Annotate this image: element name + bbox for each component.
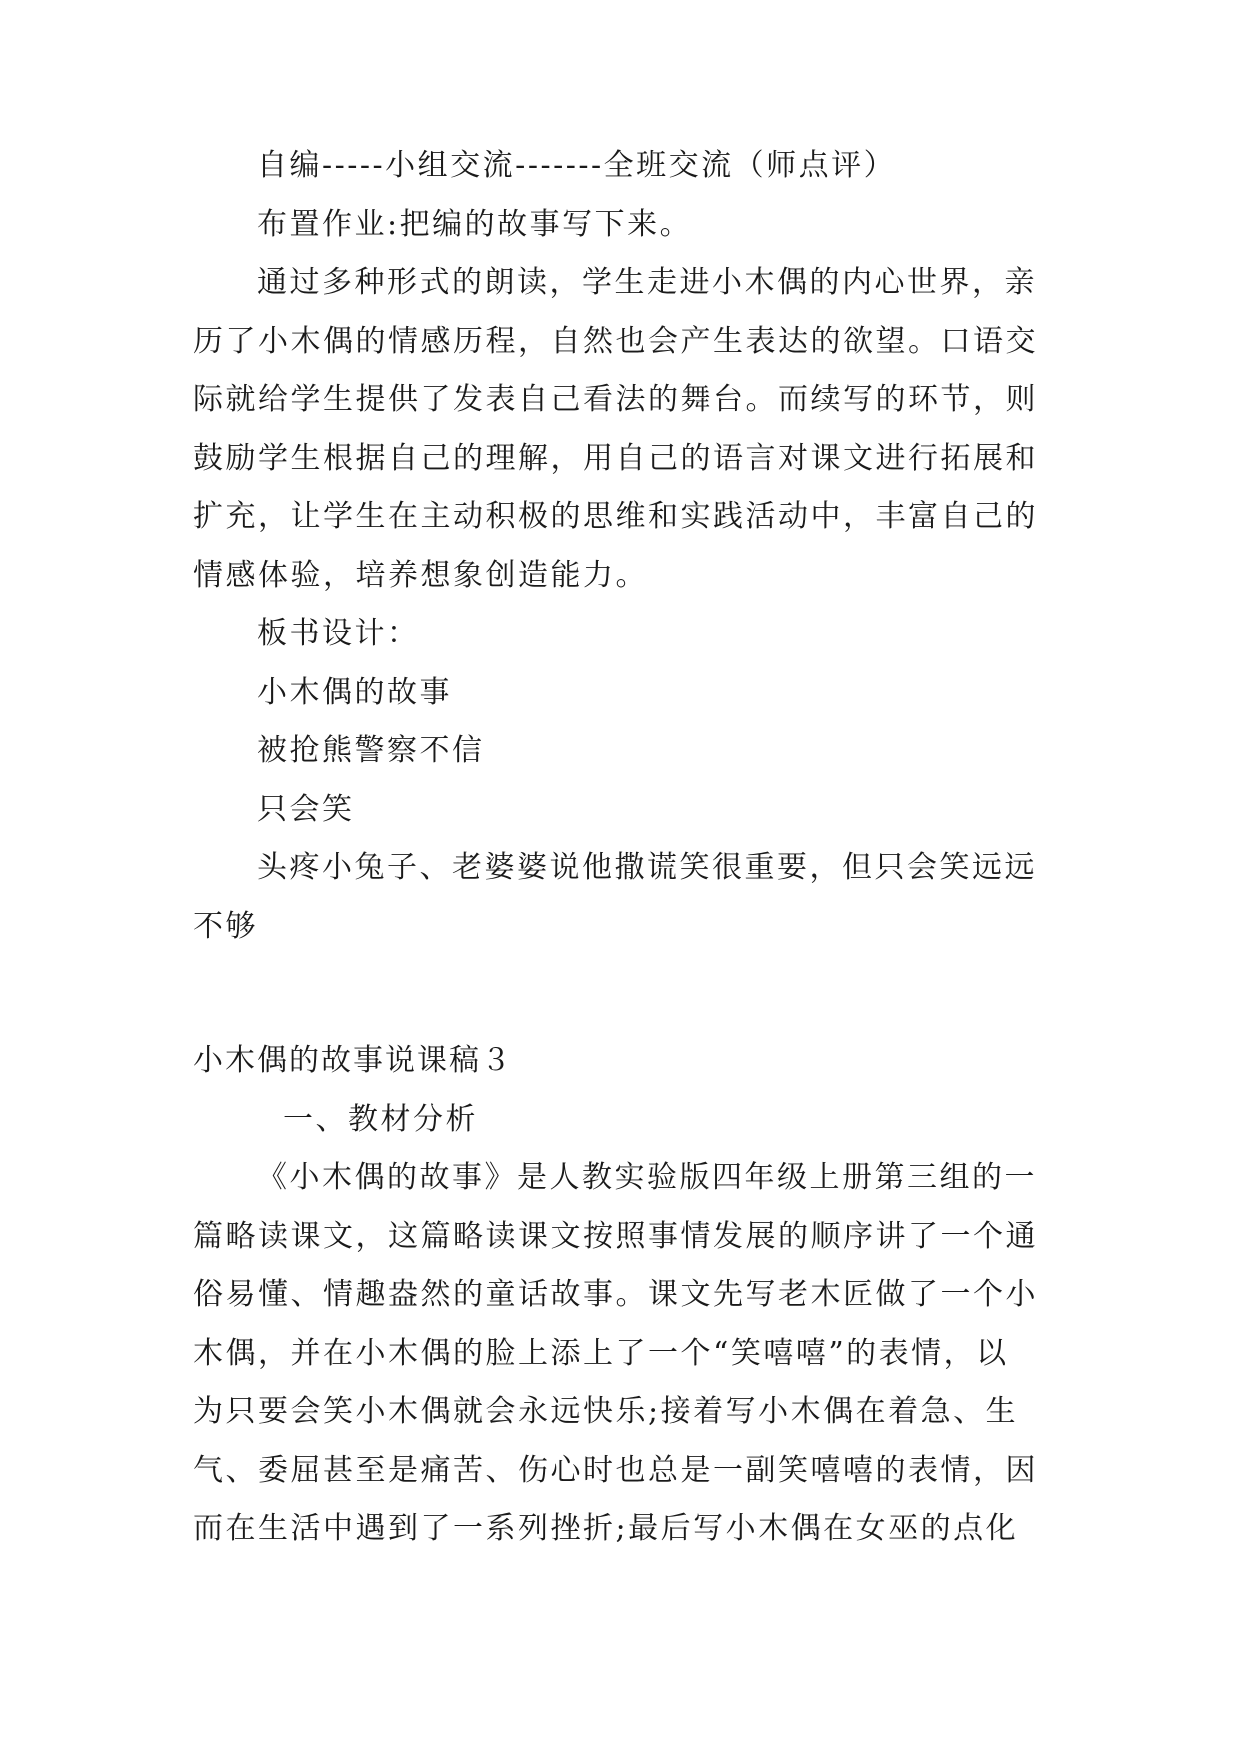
paragraph-line: 扩充，让学生在主动积极的思维和实践活动中，丰富自己的 — [193, 499, 1038, 534]
paragraph-line: 鼓励学生根据自己的理解，用自己的语言对课文进行拓展和 — [193, 440, 1038, 476]
paragraph-line: 际就给学生提供了发表自己看法的舞台。而续写的环节，则 — [193, 382, 1038, 417]
blackboard-line: 被抢熊警察不信 — [257, 733, 485, 768]
blackboard-line: 小木偶的故事 — [257, 674, 452, 710]
paragraph-line: 自编-----小组交流-------全班交流（师点评） — [257, 148, 897, 183]
blackboard-line: 头疼小兔子、老婆婆说他撒谎笑很重要，但只会笑远远 — [257, 850, 1037, 885]
blackboard-line: 只会笑 — [257, 791, 355, 827]
paragraph-line: 俗易懂、情趣盎然的童话故事。课文先写老木匠做了一个小 — [193, 1277, 1038, 1312]
paragraph-line: 《小木偶的故事》是人教实验版四年级上册第三组的一 — [257, 1160, 1037, 1195]
paragraph-line: 木偶，并在小木偶的脸上添上了一个“笑嘻嘻”的表情，以 — [193, 1335, 1009, 1371]
paragraph-line: 为只要会笑小木偶就会永远快乐;接着写小木偶在着急、生 — [193, 1394, 1019, 1429]
lesson-plan-3-block — [193, 1032, 1053, 1559]
lesson-content-block — [193, 137, 1053, 956]
paragraph-line: 历了小木偶的情感历程，自然也会产生表达的欲望。口语交 — [193, 323, 1038, 359]
blackboard-line: 不够 — [193, 908, 258, 944]
paragraph-line: 篇略读课文，这篇略读课文按照事情发展的顺序讲了一个通 — [193, 1218, 1038, 1254]
paragraph-line: 布置作业:把编的故事写下来。 — [257, 206, 693, 242]
subheading: 一、教材分析 — [283, 1101, 478, 1137]
paragraph-line: 情感体验，培养想象创造能力。 — [193, 557, 648, 593]
paragraph-line: 气、委屈甚至是痛苦、伤心时也总是一副笑嘻嘻的表情，因 — [193, 1452, 1038, 1488]
section-title: 小木偶的故事说课稿３ — [193, 1043, 513, 1078]
blackboard-design-label: 板书设计： — [257, 616, 420, 651]
paragraph-line: 而在生活中遇到了一系列挫折;最后写小木偶在女巫的点化 — [193, 1511, 1019, 1546]
paragraph-line: 通过多种形式的朗读，学生走进小木偶的内心世界，亲 — [257, 265, 1037, 300]
